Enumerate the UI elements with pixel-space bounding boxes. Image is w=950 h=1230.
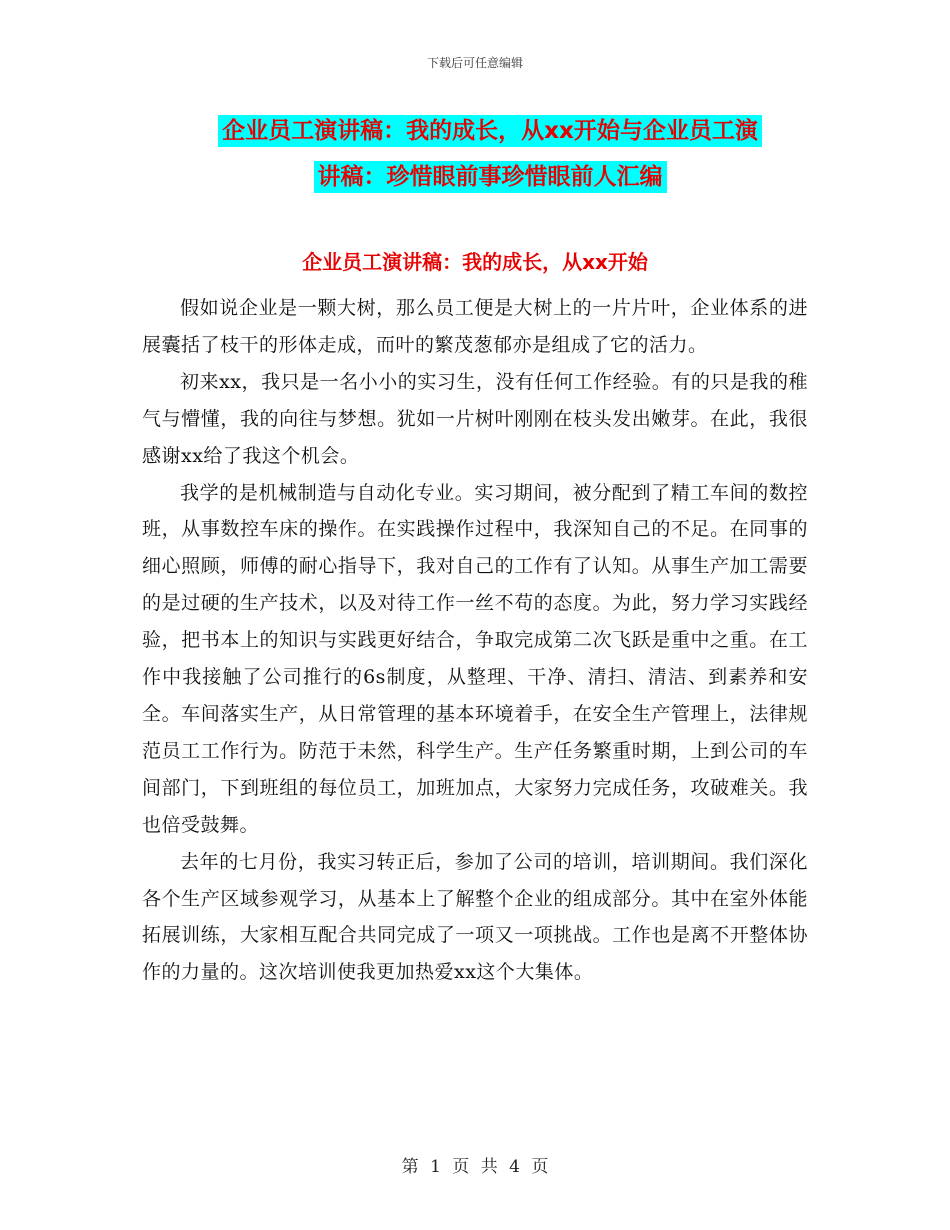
section-title: 企业员工演讲稿：我的成长，从xx开始 <box>302 250 648 274</box>
document-title <box>140 108 840 200</box>
title-line-1: 企业员工演讲稿：我的成长，从xx开始与企业员工演 <box>218 115 762 147</box>
page-header: 下载后可任意编辑 <box>426 56 523 70</box>
paragraph: 初来xx，我只是一名小小的实习生，没有任何工作经验。有的只是我的稚气与懵懂，我的向往与梦想。犹如一片树叶刚刚在枝头发出嫩芽。在此，我很感谢xx给了我这个机会。 <box>142 370 808 467</box>
paragraph: 假如说企业是一颗大树，那么员工便是大树上的一片片叶，企业体系的进展囊括了枝干的形体走成，而叶的繁茂葱郁亦是组成了它的活力。 <box>142 297 808 356</box>
document-body <box>142 290 808 991</box>
title-line-2: 讲稿：珍惜眼前事珍惜眼前人汇编 <box>314 161 667 193</box>
page-footer: 第 1 页 共 4 页 <box>401 1157 549 1177</box>
paragraph: 我学的是机械制造与自动化专业。实习期间，被分配到了精工车间的数控班，从事数控车床的操作。在实践操作过程中，我深知自己的不足。在同事的细心照顾，师傅的耐心指导下，我对自己的工作有了认知。从事生产加工需要的是过硬的生产技术，以及对待工作一丝不苟的态度。为此，努力学习实践经验，把书本上的知识与实践更好结合，争取完成第二次飞跃是重中之重。在工作中我接触了公司推行的6s制度，从整理、干净、清扫、清洁、到素养和安全。车间落实生产，从日常管理的基本环境着手，在安全生产管理上，法律规范员工工作行为。防范于未然，科学生产。生产任务繁重时期，上到公司的车间部门，下到班组的每位员工，加班加点，大家努力完成任务，攻破难关。我也倍受鼓舞。 <box>142 481 808 836</box>
paragraph: 去年的七月份，我实习转正后，参加了公司的培训，培训期间。我们深化各个生产区域参观学习，从基本上了解整个企业的组成部分。其中在室外体能拓展训练，大家相互配合共同完成了一项又一项挑战。工作也是离不开整体协作的力量的。这次培训使我更加热爱xx这个大集体。 <box>142 850 808 984</box>
